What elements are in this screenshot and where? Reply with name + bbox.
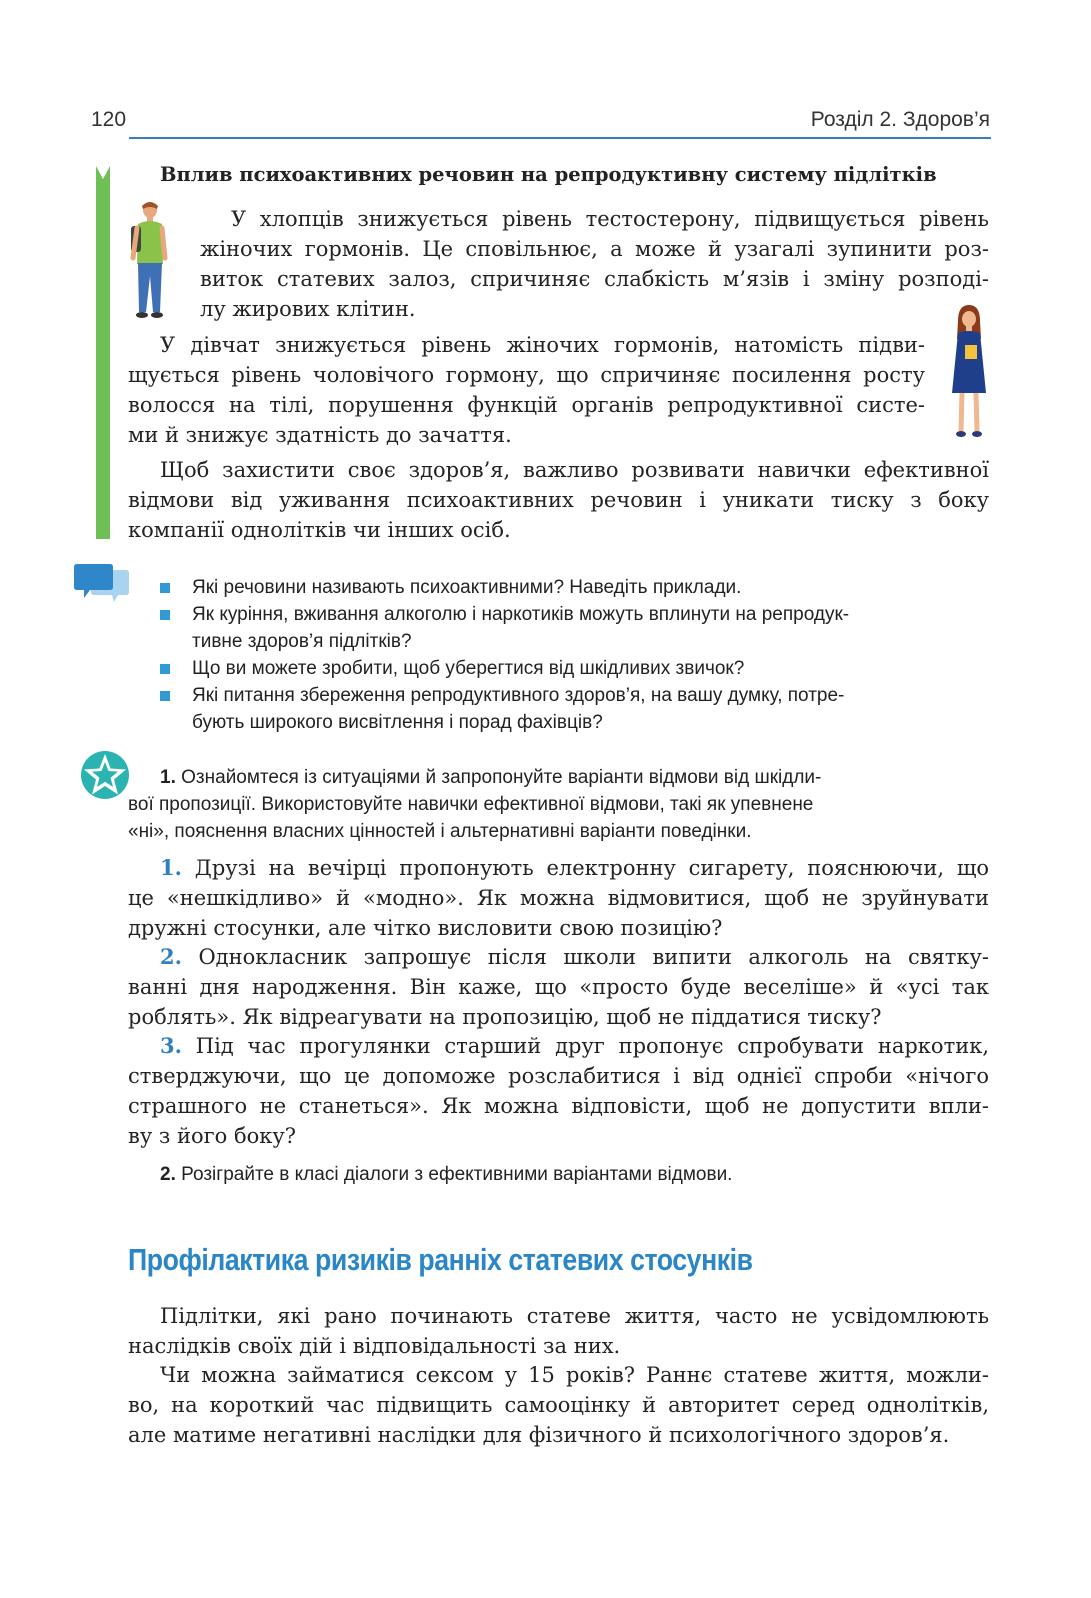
bullet — [160, 610, 170, 620]
speech-bubbles-icon — [74, 562, 130, 606]
protect-paragraph: Щоб захистити своє здоров’я, важливо розвивати навички ефективної відмови від уживання психоактивних речовин і уникати тиску з боку компанії однолітків чи інших осіб. — [128, 458, 989, 542]
info-box-side-bar — [96, 166, 110, 539]
situation-number: 1. — [160, 855, 182, 880]
situation-2: 2. Однокласник запрошує після школи випити алкоголь на святку- ванні дня народження. Він каже, що «просто буде веселіше» й «усі так роблять». Як відреагувати на пропозицію, щоб не піддатися тиску? — [128, 944, 989, 1029]
chapter-title: Розділ 2. Здоров’я — [810, 108, 990, 131]
girl-illustration — [948, 305, 990, 440]
task-number: 2. — [160, 1164, 176, 1185]
bullet — [160, 664, 170, 674]
bullet — [160, 691, 170, 701]
bullet — [160, 583, 170, 593]
star-icon — [78, 748, 132, 802]
girls-paragraph: У дівчат знижується рівень жіночих гормонів, натомість підви- щується рівень чоловічого гормону, що спричиняє посилення росту волосся на тілі, порушення функцій органів репродуктивної систе- ми й знижує здатність до зачаття. — [128, 333, 925, 447]
section-paragraph-1: Підлітки, які рано починають статеве життя, часто не усвідомлюють наслідків своїх дій і відповідальності за них. — [128, 1304, 989, 1358]
section-heading: Профілактика ризиків ранніх статевих стосунків — [128, 1242, 753, 1277]
situation-number: 2. — [160, 944, 182, 969]
discussion-questions — [160, 574, 995, 736]
situation-3: 3. Під час прогулянки старший друг пропонує спробувати наркотик, стверджуючи, що це допоможе розслабитися і від однієї спроби «нічого страшного не станеться». Як можна відповісти, щоб не допустити впли- ву з його боку? — [128, 1033, 989, 1148]
situation-number: 3. — [160, 1033, 182, 1058]
info-box-title: Вплив психоактивних речовин на репродуктивну систему підлітків — [160, 163, 937, 186]
question-item: Які речовини називають психоактивними? Наведіть приклади. — [160, 574, 995, 601]
task-1: 1. Ознайомтеся із ситуаціями й запропонуйте варіанти відмови від шкідли- вої пропозиції. Використовуйте навички ефективної відмови, такі як упевнене «ні», пояснення власних цінностей і альтернативні варіанти поведінки. — [128, 767, 822, 842]
task-2: 2. Розіграйте в класі діалоги з ефективними варіантами відмови. — [160, 1164, 733, 1185]
question-item: Як куріння, вживання алкоголю і наркотиків можуть вплинути на репродук- тивне здоров’я підлітків? — [160, 601, 995, 655]
side-bar-notch — [96, 166, 110, 179]
header-rule — [129, 137, 991, 139]
question-item: Які питання збереження репродуктивного здоров’я, на вашу думку, потре- бують широкого висвітлення і порад фахівців? — [160, 682, 995, 736]
task-number: 1. — [160, 767, 176, 788]
boy-illustration — [126, 200, 170, 324]
question-item: Що ви можете зробити, щоб уберегтися від шкідливих звичок? — [160, 655, 995, 682]
boys-paragraph: У хлопців знижується рівень тестостерону, підвищується рівень жіночих гормонів. Це сповільнює, а може й узагалі зупинити роз- виток статевих залоз, спричиняє слабкість м’язів і зміну розподі- лу жирових клітин. — [200, 207, 989, 321]
page-number: 120 — [91, 108, 127, 131]
section-paragraph-2: Чи можна займатися сексом у 15 років? Раннє статеве життя, можли- во, на короткий час підвищить самооцінку й авторитет серед однолітків, але матиме негативні наслідки для фізичного й психологічного здоров’я. — [128, 1363, 989, 1447]
situation-1: 1. Друзі на вечірці пропонують електронну сигарету, пояснюючи, що це «нешкідливо» й «модно». Як можна відмовитися, щоб не зруйнувати дружні стосунки, але чітко висловити свою позицію? — [128, 855, 989, 940]
